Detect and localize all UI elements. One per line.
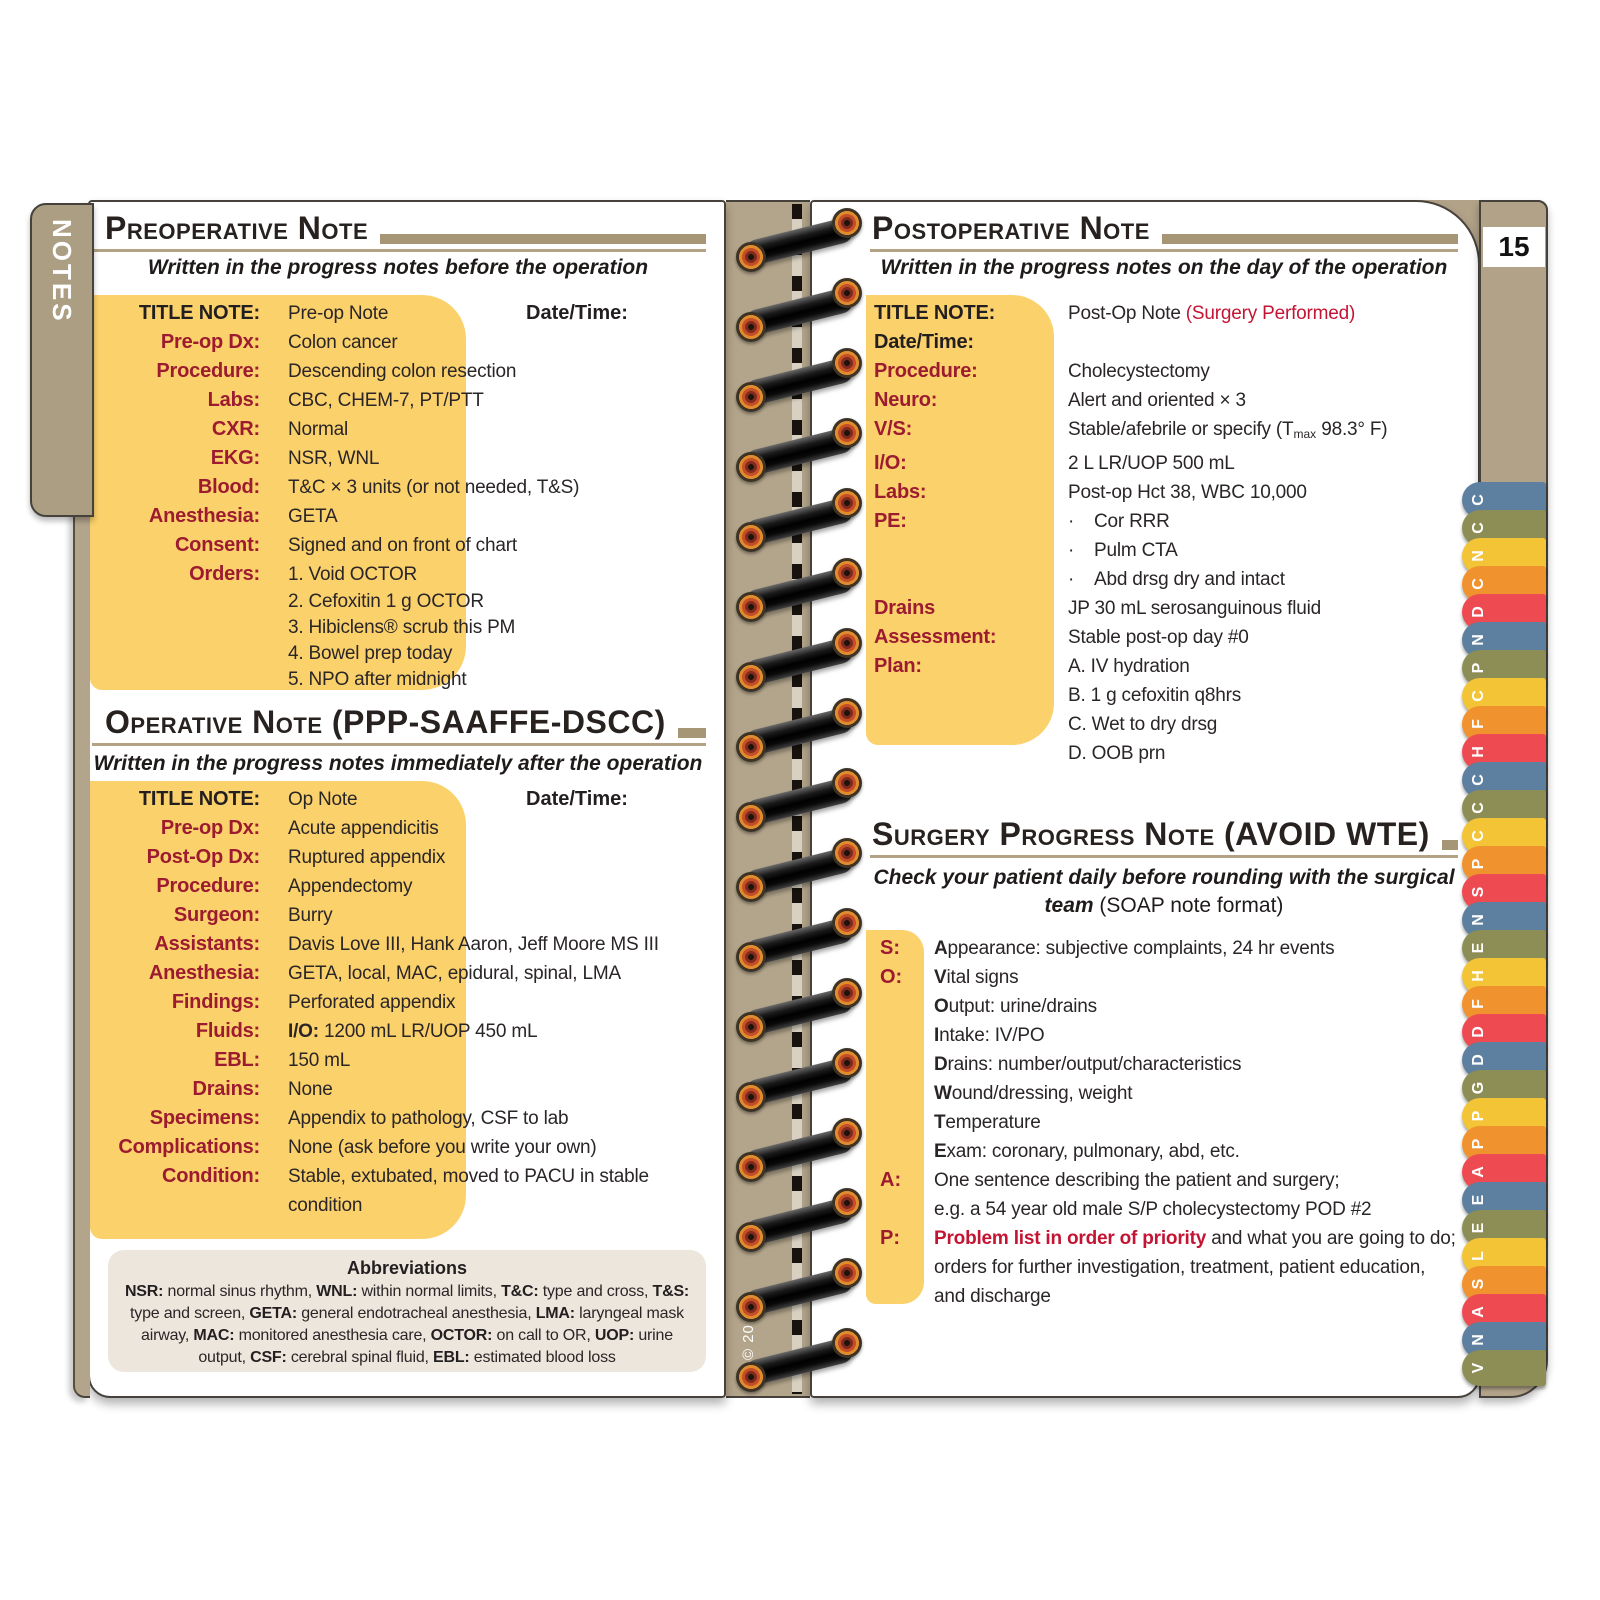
index-tab-letter: S <box>1470 1278 1487 1290</box>
postoperative-fields <box>872 299 1458 768</box>
field-row <box>90 1104 706 1133</box>
heading-rule-bar <box>1442 840 1458 850</box>
index-tab-letter: N <box>1470 914 1487 926</box>
soap-line: Vital signs <box>934 967 1019 988</box>
field-value: 2 L LR/UOP 500 mL <box>1068 453 1235 474</box>
field-label: Assistants: <box>154 933 260 955</box>
field-value: Post-op Hct 38, WBC 10,000 <box>1068 482 1307 503</box>
section-subtitle <box>872 864 1456 920</box>
index-tab-letter: P <box>1470 858 1487 870</box>
field-value: · Pulm CTA <box>1068 540 1178 561</box>
field-label: TITLE NOTE: <box>138 788 260 810</box>
field-row <box>872 328 1458 357</box>
field-row <box>90 785 706 814</box>
soap-line: e.g. a 54 year old male S/P cholecystectomy POD #2 <box>934 1199 1372 1220</box>
index-tab-letter: C <box>1470 802 1487 814</box>
field-label: Post-Op Dx: <box>146 846 260 868</box>
soap-fields <box>866 934 1458 1311</box>
field-row <box>90 444 706 473</box>
field-row <box>872 594 1458 623</box>
spiral-coil <box>736 275 862 345</box>
abbreviations-box <box>108 1250 706 1372</box>
index-tab-letter: H <box>1470 970 1487 982</box>
field-label: Pre-op Dx: <box>160 817 260 839</box>
field-row <box>90 1133 706 1162</box>
field-value: Signed and on front of chart <box>288 535 517 556</box>
spiral-coil <box>736 415 862 485</box>
field-value: Acute appendicitis <box>288 818 439 839</box>
spiral-coil <box>736 765 862 835</box>
page-title: Operative Note (PPP-SAAFFE-DSCC) <box>105 704 666 740</box>
field-value: 5. NPO after midnight <box>288 669 467 690</box>
notes-tab-left[interactable] <box>30 203 94 517</box>
field-value: C. Wet to dry drsg <box>1068 714 1218 735</box>
notes-tab-label: NOTES <box>47 219 77 324</box>
field-row <box>90 299 706 328</box>
field-value: None <box>288 1079 333 1100</box>
field-value: Stable post-op day #0 <box>1068 627 1249 648</box>
field-value: Cholecystectomy <box>1068 361 1210 382</box>
field-row <box>90 589 706 615</box>
field-row <box>90 615 706 641</box>
spiral-coil <box>736 1045 862 1115</box>
field-label: TITLE NOTE: <box>138 302 260 324</box>
field-row <box>872 299 1458 328</box>
field-value: 1. Void OCTOR <box>288 564 418 585</box>
index-tab-letter: A <box>1470 1306 1487 1318</box>
field-value: B. 1 g cefoxitin q8hrs <box>1068 685 1242 706</box>
section-subtitle: Written in the progress notes before the operation <box>147 256 649 279</box>
spiral-coil <box>736 1185 862 1255</box>
soap-row <box>866 1166 1458 1224</box>
index-tab-letter: C <box>1470 522 1487 534</box>
page-title: Postoperative Note <box>872 210 1150 246</box>
field-value: Op Note <box>288 789 358 810</box>
field-row <box>872 478 1458 507</box>
field-value: Ruptured appendix <box>288 847 446 868</box>
soap-key: A: <box>880 1169 902 1191</box>
section-subtitle: Written in the progress notes immediately after the operation <box>93 752 703 775</box>
subtitle-emphasis: Check your patient daily before rounding with the surgical team <box>873 866 1455 917</box>
field-value: Stable, extubated, moved to PACU in stable condition <box>288 1166 649 1216</box>
soap-line: Exam: coronary, pulmonary, abd, etc. <box>934 1141 1240 1162</box>
index-tab-letter: V <box>1470 1362 1487 1374</box>
spiral-coil <box>736 1325 862 1395</box>
section-title-postoperative <box>870 206 1458 252</box>
field-label: Labs: <box>207 389 260 411</box>
field-value: Post-Op Note (Surgery Performed) <box>1068 303 1356 324</box>
field-label: TITLE NOTE: <box>874 302 996 324</box>
spiral-coil <box>736 625 862 695</box>
field-row <box>90 843 706 872</box>
index-tab[interactable] <box>1462 1350 1546 1386</box>
field-label: Date/Time: <box>874 331 974 353</box>
preoperative-fields <box>90 299 706 693</box>
field-label: Pre-op Dx: <box>160 331 260 353</box>
index-tab-letter: P <box>1470 1110 1487 1122</box>
section-subtitle: Written in the progress notes on the day of the operation <box>880 256 1448 279</box>
field-label: I/O: <box>874 452 907 474</box>
field-row <box>872 565 1458 594</box>
field-value: Appendectomy <box>288 876 413 897</box>
section-title-progress-note <box>870 812 1458 858</box>
index-tab-letter: C <box>1470 830 1487 842</box>
soap-line: Output: urine/drains <box>934 996 1097 1017</box>
index-tab-letter: F <box>1470 719 1487 729</box>
field-value: GETA <box>288 506 338 527</box>
index-tab-letter: S <box>1470 886 1487 898</box>
field-row <box>872 415 1458 449</box>
index-tab-letter: E <box>1470 942 1487 954</box>
field-row <box>90 1075 706 1104</box>
field-value: Davis Love III, Hank Aaron, Jeff Moore MS III <box>288 934 659 955</box>
index-tab-letter: H <box>1470 746 1487 758</box>
field-row <box>872 710 1458 739</box>
field-label: Findings: <box>171 991 260 1013</box>
field-row <box>90 667 706 693</box>
soap-key: S: <box>880 937 900 959</box>
soap-line: Intake: IV/PO <box>934 1025 1045 1046</box>
spiral-coil <box>736 555 862 625</box>
field-value: Normal <box>288 419 349 440</box>
left-page-edge <box>73 505 90 1398</box>
field-label: Surgeon: <box>173 904 260 926</box>
field-value: 3. Hibiclens® scrub this PM <box>288 617 516 638</box>
soap-key: O: <box>880 966 903 988</box>
spiral-coil <box>736 975 862 1045</box>
index-tab-letter: D <box>1470 606 1487 618</box>
field-label: Consent: <box>174 534 260 556</box>
field-label: Specimens: <box>149 1107 260 1129</box>
field-row <box>872 681 1458 710</box>
field-label: Assessment: <box>874 626 997 648</box>
field-value: 4. Bowel prep today <box>288 643 453 664</box>
soap-line: Drains: number/output/characteristics <box>934 1054 1242 1075</box>
field-row <box>90 930 706 959</box>
heading-rule-bar <box>380 234 706 244</box>
field-row <box>872 652 1458 681</box>
field-value: NSR, WNL <box>288 448 380 469</box>
field-label: Procedure: <box>156 360 260 382</box>
datetime-label: Date/Time: <box>526 302 628 324</box>
index-tab-letter: N <box>1470 550 1487 562</box>
spiral-coil <box>736 835 862 905</box>
field-label: EBL: <box>214 1049 260 1071</box>
index-tab-letter: D <box>1470 1054 1487 1066</box>
soap-row <box>866 934 1458 963</box>
field-row <box>872 623 1458 652</box>
page-title: Preoperative Note <box>105 210 369 246</box>
soap-line: Wound/dressing, weight <box>934 1083 1133 1104</box>
field-value: A. IV hydration <box>1068 656 1190 677</box>
heading-rule-bar <box>1162 234 1458 244</box>
soap-key: P: <box>880 1227 900 1249</box>
field-row <box>90 641 706 667</box>
section-title-preoperative <box>92 206 706 252</box>
field-row <box>90 328 706 357</box>
field-row <box>90 415 706 444</box>
index-tab-letter: C <box>1470 578 1487 590</box>
field-value: · Abd drsg dry and intact <box>1068 569 1285 590</box>
index-tab-letter: G <box>1470 1081 1487 1095</box>
field-row <box>90 502 706 531</box>
index-tab-letter: E <box>1470 1194 1487 1206</box>
field-value: 2. Cefoxitin 1 g OCTOR <box>288 591 484 612</box>
field-value: Colon cancer <box>288 332 398 353</box>
field-label: Drains <box>874 597 936 619</box>
field-label: Fluids: <box>195 1020 260 1042</box>
abbreviations-text: NSR: normal sinus rhythm, WNL: within normal limits, T&C: type and cross, T&S: type and screen, GETA: general endotracheal anesthesia, LMA: laryngeal mask airway, MAC: monitored anesthesia care, OCTOR: on call to OR, UOP: urine output, CSF: cerebral spinal fluid, EBL: estimated blood loss <box>124 1283 690 1366</box>
field-value: JP 30 mL serosanguinous fluid <box>1068 598 1321 619</box>
index-tab-letter: N <box>1470 1334 1487 1346</box>
field-label: Complications: <box>118 1136 260 1158</box>
index-tab-letter: D <box>1470 1026 1487 1038</box>
datetime-label: Date/Time: <box>526 788 628 810</box>
index-tab-letter: E <box>1470 1222 1487 1234</box>
field-value: Pre-op Note <box>288 303 389 324</box>
index-tabs <box>1462 482 1546 1398</box>
field-value: Alert and oriented × 3 <box>1068 390 1246 411</box>
page-title: Surgery Progress Note (AVOID WTE) <box>872 816 1430 852</box>
index-tab-letter: N <box>1470 634 1487 646</box>
soap-row <box>866 963 1458 1166</box>
index-tab-letter: C <box>1470 494 1487 506</box>
field-label: Plan: <box>874 655 922 677</box>
soap-line: Appearance: subjective complaints, 24 hr events <box>934 938 1335 959</box>
field-row <box>90 531 706 560</box>
soap-line: Temperature <box>934 1112 1041 1133</box>
field-row <box>872 449 1458 478</box>
page-number: 15 <box>1483 227 1545 267</box>
field-value: Appendix to pathology, CSF to lab <box>288 1108 569 1129</box>
field-label: Condition: <box>162 1165 260 1187</box>
field-value: CBC, CHEM-7, PT/PTT <box>288 390 484 411</box>
field-label: Drains: <box>192 1078 260 1100</box>
field-value: D. OOB prn <box>1068 743 1166 764</box>
field-value: T&C × 3 units (or not needed, T&S) <box>288 477 580 498</box>
spiral-coil <box>736 205 862 275</box>
soap-line: One sentence describing the patient and surgery; <box>934 1170 1340 1191</box>
field-value: 150 mL <box>288 1050 351 1071</box>
field-row <box>90 357 706 386</box>
field-value: Stable/afebrile or specify (Tmax 98.3° F) <box>1068 419 1388 441</box>
section-title-operative <box>92 700 706 746</box>
field-row <box>872 507 1458 536</box>
soap-line: Problem list in order of priority and what you are going to do; orders for further investigation, treatment, patient education, and discharge <box>934 1228 1456 1307</box>
field-row <box>872 386 1458 415</box>
field-label: CXR: <box>211 418 260 440</box>
field-label: Anesthesia: <box>148 505 260 527</box>
field-label: Labs: <box>874 481 927 503</box>
field-value: Burry <box>288 905 333 926</box>
spiral-coil <box>736 345 862 415</box>
heading-rule-bar <box>678 728 706 738</box>
index-tab-letter: P <box>1470 1138 1487 1150</box>
index-tab-letter: L <box>1470 1251 1487 1261</box>
field-label: Procedure: <box>156 875 260 897</box>
field-value: Perforated appendix <box>288 992 456 1013</box>
field-row <box>90 1017 706 1046</box>
spiral-coil <box>736 695 862 765</box>
field-value: None (ask before you write your own) <box>288 1137 597 1158</box>
field-value: · Cor RRR <box>1068 511 1170 532</box>
field-row <box>872 536 1458 565</box>
field-row <box>90 560 706 589</box>
field-label: V/S: <box>874 418 913 440</box>
field-label: Orders: <box>189 563 260 585</box>
field-row <box>90 1162 706 1220</box>
operative-fields <box>90 785 706 1220</box>
field-value: I/O: 1200 mL LR/UOP 450 mL <box>288 1021 538 1042</box>
field-row <box>872 357 1458 386</box>
index-tab-letter: C <box>1470 690 1487 702</box>
field-row <box>90 814 706 843</box>
field-row <box>90 1046 706 1075</box>
field-label: EKG: <box>210 447 260 469</box>
field-row <box>90 959 706 988</box>
index-tab-letter: A <box>1470 1166 1487 1178</box>
field-row <box>90 872 706 901</box>
field-row <box>90 473 706 502</box>
spiral-coil <box>736 1255 862 1325</box>
field-row <box>90 901 706 930</box>
spiral-coil <box>736 1115 862 1185</box>
field-label: PE: <box>874 510 907 532</box>
field-label: Procedure: <box>874 360 978 382</box>
field-value: Descending colon resection <box>288 361 517 382</box>
field-row <box>872 739 1458 768</box>
abbreviations-title: Abbreviations <box>346 1258 468 1278</box>
copyright-text: © 20 <box>740 1324 757 1360</box>
spiral-coil <box>736 905 862 975</box>
subtitle-plain: (SOAP note format) <box>1093 894 1284 917</box>
field-label: Anesthesia: <box>148 962 260 984</box>
field-label: Blood: <box>197 476 260 498</box>
index-tab-letter: C <box>1470 774 1487 786</box>
field-row <box>90 988 706 1017</box>
index-tab-letter: F <box>1470 999 1487 1009</box>
field-row <box>90 386 706 415</box>
field-label: Neuro: <box>874 389 938 411</box>
field-value: GETA, local, MAC, epidural, spinal, LMA <box>288 963 621 984</box>
index-tab-letter: P <box>1470 662 1487 674</box>
soap-row <box>866 1224 1458 1311</box>
spiral-coil <box>736 485 862 555</box>
